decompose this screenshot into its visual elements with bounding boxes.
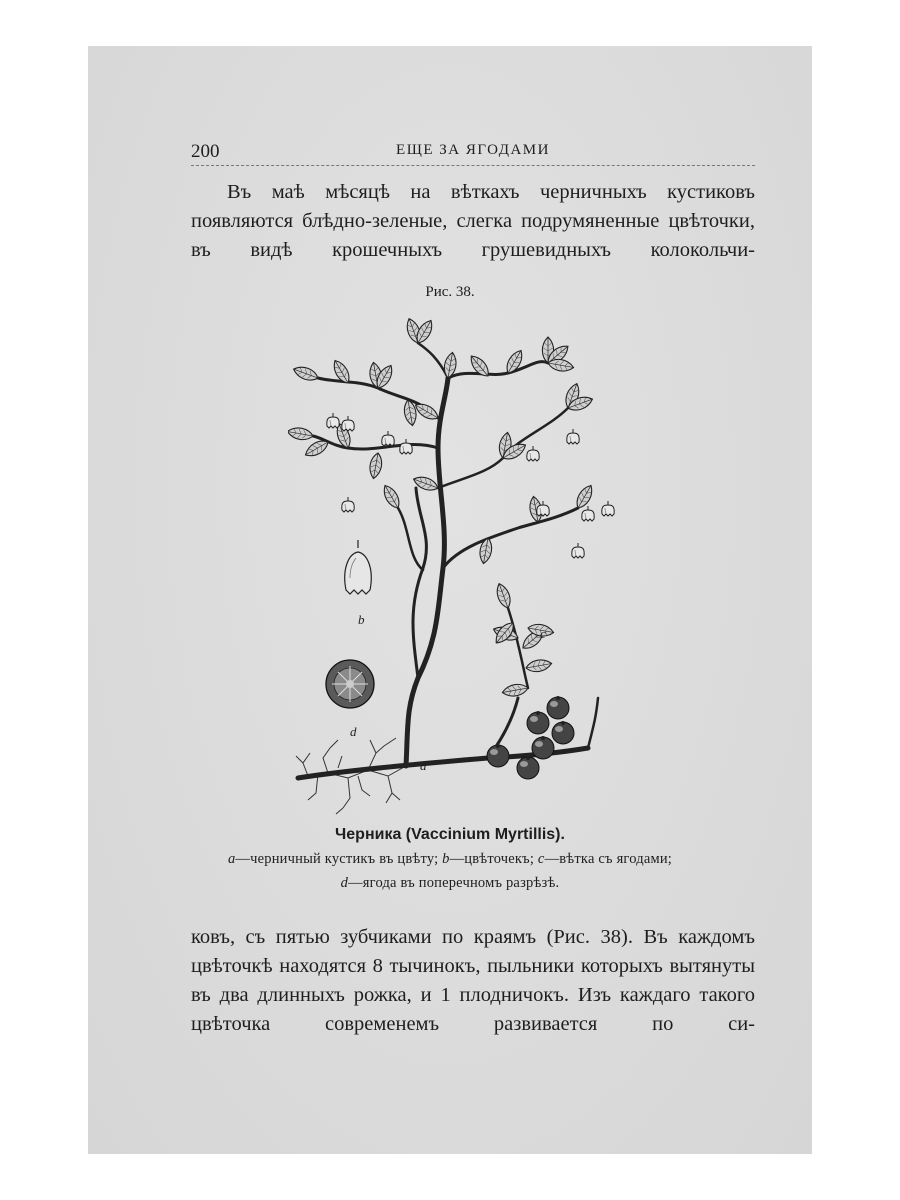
legend-c: —вѣтка съ ягодами; xyxy=(544,851,673,867)
berry-section-d xyxy=(326,660,374,708)
figure-label: Рис. 38. xyxy=(425,284,475,300)
figure-legend-line-2: d—ягода въ поперечномъ разрѣзѣ. xyxy=(340,875,560,891)
running-header xyxy=(191,141,755,166)
letter-d: d xyxy=(350,724,357,739)
paragraph-after-figure: ковъ, съ пятью зубчиками по краямъ (Рис. 38). Въ каждомъ цвѣточкѣ находятся 8 тычинокъ, пыльники которыхъ вытянуты въ два длинныхъ рожка, и 1 плодничокъ. Изъ каждаго такого цвѣточка современемъ развивается по си- xyxy=(191,926,755,1035)
figure-title: Черника (Vaccinium Myrtillis). xyxy=(335,826,565,843)
page-number: 200 xyxy=(191,141,220,162)
blueberry-illustration xyxy=(288,308,628,818)
letter-b: b xyxy=(358,612,365,627)
legend-a: —черничный кустикъ въ цвѣту; xyxy=(235,851,439,867)
letter-a: a xyxy=(420,758,427,773)
paragraph-before-figure: Въ маѣ мѣсяцѣ на вѣткахъ черничныхъ кустиковъ появляются блѣдно-зеленые, слегка подрумяненные цвѣточки, въ видѣ крошечныхъ грушевидныхъ колокольчи- xyxy=(191,181,755,261)
legend-d: —ягода въ поперечномъ разрѣзѣ. xyxy=(348,875,560,891)
book-page xyxy=(88,46,812,1154)
single-flower-b xyxy=(345,540,372,594)
figure-legend-line-1: a—черничный кустикъ въ цвѣту; b—цвѣточекъ; c—вѣтка съ ягодами; xyxy=(227,851,673,867)
running-title: ЕЩЕ ЗА ЯГОДАМИ xyxy=(396,142,550,158)
letter-c: c xyxy=(540,626,546,641)
legend-b: —цвѣточекъ; xyxy=(449,851,535,867)
flower-bells xyxy=(327,413,614,558)
